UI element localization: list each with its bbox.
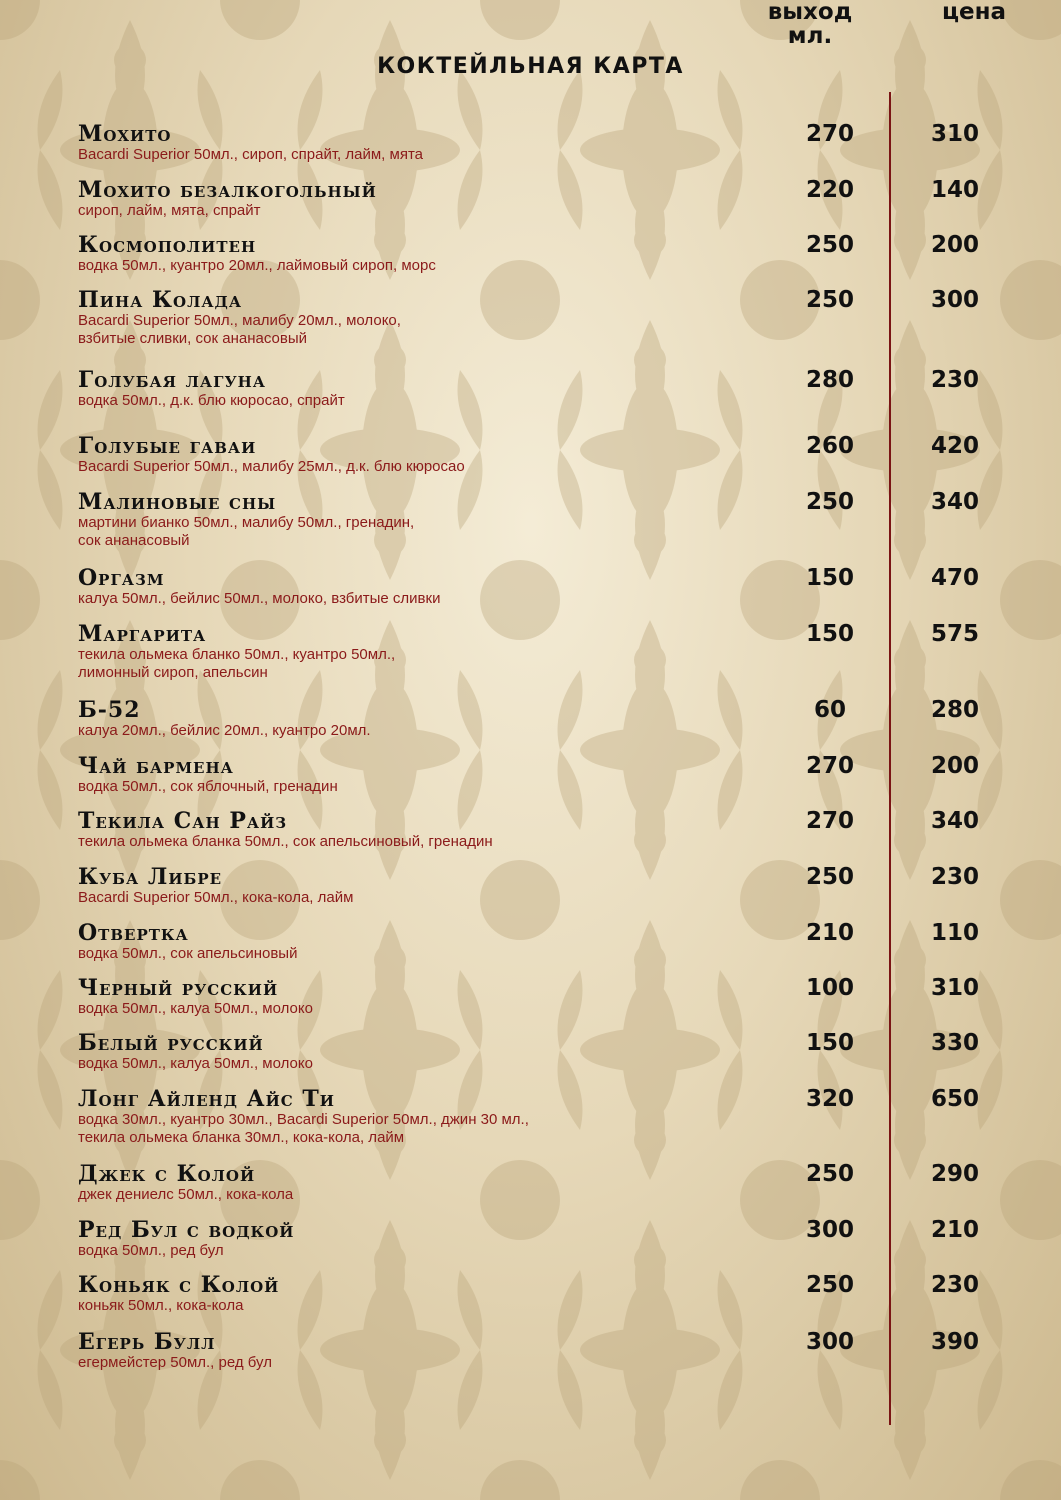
item-price: 230	[930, 1272, 979, 1298]
menu-item	[78, 434, 998, 476]
item-price: 650	[930, 1086, 979, 1112]
item-volume: 250	[805, 287, 854, 313]
item-price: 330	[930, 1030, 979, 1056]
item-price: 210	[930, 1217, 979, 1243]
item-description: взбитые сливки, сок ананасовый	[78, 330, 307, 347]
page-title: КОКТЕЙЛЬНАЯ КАРТА	[377, 54, 684, 79]
item-price: 420	[930, 433, 979, 459]
price-column-header: цена	[941, 0, 1007, 25]
item-description: мартини бианко 50мл., малибу 50мл., гренадин,	[78, 514, 415, 531]
item-price: 470	[930, 565, 979, 591]
volume-column-header: выход мл.	[767, 0, 853, 49]
item-name: Мохито	[78, 121, 172, 147]
item-name: Белый русский	[78, 1030, 264, 1056]
menu-item	[78, 865, 998, 907]
item-price: 230	[930, 864, 979, 890]
menu-item	[78, 1330, 998, 1372]
item-price: 310	[930, 121, 979, 147]
item-name: Б-52	[78, 697, 141, 723]
menu-item	[78, 490, 998, 550]
item-volume: 150	[805, 621, 854, 647]
item-name: Голубая лагуна	[78, 367, 267, 393]
menu-item	[78, 1162, 998, 1204]
item-name: Маргарита	[78, 621, 207, 647]
item-description: текила ольмека бланко 50мл., куантро 50мл.,	[78, 646, 396, 663]
item-name: Голубые гаваи	[78, 433, 257, 459]
item-name: Оргазм	[78, 565, 165, 591]
item-volume: 280	[805, 367, 854, 393]
item-volume: 270	[805, 753, 854, 779]
item-volume: 220	[805, 177, 854, 203]
item-description: лимонный сироп, апельсин	[78, 664, 268, 681]
item-price: 340	[930, 489, 979, 515]
item-volume: 250	[805, 864, 854, 890]
item-name: Егерь Булл	[78, 1329, 216, 1355]
item-name: Коньяк с Колой	[78, 1272, 280, 1298]
item-price: 300	[930, 287, 979, 313]
item-name: Текила Сан Райз	[78, 808, 288, 834]
item-price: 340	[930, 808, 979, 834]
menu-item	[78, 754, 998, 796]
item-description: Bacardi Superior 50мл., сироп, спрайт, лайм, мята	[78, 146, 423, 163]
item-name: Джек с Колой	[78, 1161, 256, 1187]
item-price: 200	[930, 232, 979, 258]
menu-item	[78, 1031, 998, 1073]
item-volume: 100	[805, 975, 854, 1001]
item-name: Малиновые сны	[78, 489, 277, 515]
menu-item	[78, 178, 998, 220]
item-name: Отвертка	[78, 920, 189, 946]
menu-item	[78, 1087, 998, 1147]
item-price: 280	[930, 697, 979, 723]
item-description: водка 50мл., ред бул	[78, 1242, 224, 1259]
item-name: Куба Либре	[78, 864, 223, 890]
item-price: 200	[930, 753, 979, 779]
menu-item	[78, 288, 998, 348]
item-volume: 60	[813, 697, 846, 723]
menu-item	[78, 698, 998, 740]
item-description: калуа 50мл., бейлис 50мл., молоко, взбитые сливки	[78, 590, 441, 607]
item-volume: 210	[805, 920, 854, 946]
item-price: 290	[930, 1161, 979, 1187]
item-name: Ред Бул с водкой	[78, 1217, 295, 1243]
item-price: 310	[930, 975, 979, 1001]
item-price: 230	[930, 367, 979, 393]
item-volume: 270	[805, 121, 854, 147]
item-description: водка 50мл., куантро 20мл., лаймовый сироп, морс	[78, 257, 436, 274]
item-description: коньяк 50мл., кока-кола	[78, 1297, 244, 1314]
item-volume: 150	[805, 565, 854, 591]
item-name: Пина Колада	[78, 287, 243, 313]
item-description: водка 50мл., сок яблочный, гренадин	[78, 778, 338, 795]
item-description: Bacardi Superior 50мл., малибу 20мл., молоко,	[78, 312, 401, 329]
menu-item	[78, 566, 998, 608]
menu-item	[78, 976, 998, 1018]
menu-item	[78, 1218, 998, 1260]
item-description: Bacardi Superior 50мл., кока-кола, лайм	[78, 889, 354, 906]
item-description: водка 50мл., д.к. блю кюросао, спрайт	[78, 392, 345, 409]
item-volume: 270	[805, 808, 854, 834]
menu-item	[78, 233, 998, 275]
item-description: водка 30мл., куантро 30мл., Bacardi Superior 50мл., джин 30 мл.,	[78, 1111, 529, 1128]
item-volume: 150	[805, 1030, 854, 1056]
menu-item	[78, 809, 998, 851]
item-description: водка 50мл., сок апельсиновый	[78, 945, 298, 962]
item-price: 575	[930, 621, 979, 647]
item-description: Bacardi Superior 50мл., малибу 25мл., д.к. блю кюросао	[78, 458, 465, 475]
menu-item	[78, 122, 998, 164]
item-price: 110	[930, 920, 979, 946]
item-volume: 250	[805, 1272, 854, 1298]
menu-item	[78, 921, 998, 963]
item-description: текила ольмека бланка 50мл., сок апельсиновый, гренадин	[78, 833, 493, 850]
item-description: джек дениелс 50мл., кока-кола	[78, 1186, 294, 1203]
item-description: текила ольмека бланка 30мл., кока-кола, лайм	[78, 1129, 405, 1146]
item-volume: 300	[805, 1217, 854, 1243]
item-description: егермейстер 50мл., ред бул	[78, 1354, 272, 1371]
item-description: сок ананасовый	[78, 532, 190, 549]
item-price: 140	[930, 177, 979, 203]
item-volume: 320	[805, 1086, 854, 1112]
item-volume: 260	[805, 433, 854, 459]
menu-item	[78, 622, 998, 682]
item-price: 390	[930, 1329, 979, 1355]
item-volume: 250	[805, 489, 854, 515]
item-name: Лонг Айленд Айс Ти	[78, 1086, 335, 1112]
menu-item	[78, 1273, 998, 1315]
item-name: Чай бармена	[78, 753, 234, 779]
menu-item	[78, 368, 998, 410]
item-description: сироп, лайм, мята, спрайт	[78, 202, 261, 219]
item-description: водка 50мл., калуа 50мл., молоко	[78, 1055, 313, 1072]
item-volume: 300	[805, 1329, 854, 1355]
item-name: Космополитен	[78, 232, 257, 258]
item-description: калуа 20мл., бейлис 20мл., куантро 20мл.	[78, 722, 371, 739]
item-volume: 250	[805, 1161, 854, 1187]
item-volume: 250	[805, 232, 854, 258]
item-name: Мохито безалкогольный	[78, 177, 377, 203]
item-name: Черный русский	[78, 975, 279, 1001]
item-description: водка 50мл., калуа 50мл., молоко	[78, 1000, 313, 1017]
